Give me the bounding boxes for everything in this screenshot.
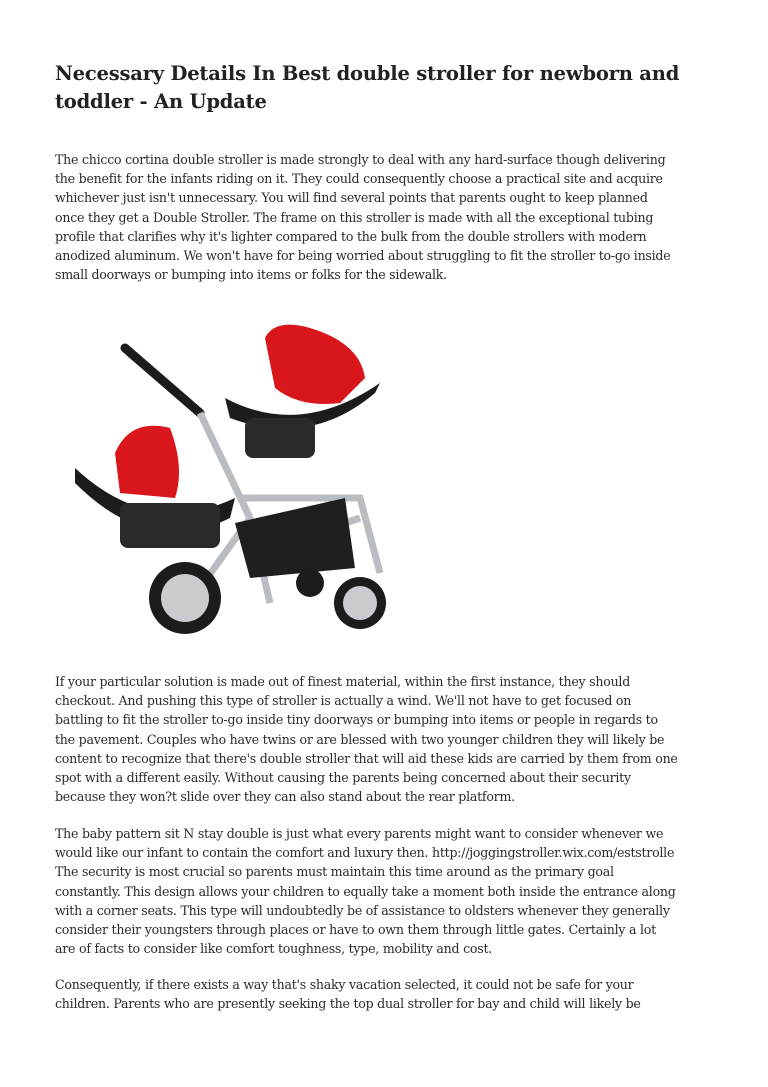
paragraph-1 <box>55 150 670 284</box>
text-line: If your particular solution is made out of finest material, within the first instance, they should <box>55 674 631 689</box>
double-stroller-image <box>60 318 405 643</box>
text-line: children. Parents who are presently seeking the top dual stroller for bay and child will likely be <box>55 996 641 1012</box>
text-line: constantly. This design allows your children to equally take a moment both inside the entrance along <box>55 883 676 899</box>
text-line: The chicco cortina double stroller is made strongly to deal with any hard-surface though delivering <box>55 152 666 167</box>
paragraph-3 <box>55 824 676 958</box>
text-line: the benefit for the infants riding on it. They could consequently choose a practical site and acquire <box>55 171 663 187</box>
title-line: Necessary Details In Best double stroller for newborn and <box>55 62 680 85</box>
text-line: spot with a different easily. Without causing the parents being concerned about their security <box>55 770 631 786</box>
text-line: because they won?t slide over they can also stand about the rear platform. <box>55 789 515 805</box>
paragraph-4 <box>55 975 641 1013</box>
title-line: toddler - An Update <box>55 90 267 113</box>
text-line: content to recognize that there's double stroller that will aid these kids are carried by them from one <box>55 750 678 766</box>
text-line: profile that clarifies why it's lighter compared to the bulk from the double strollers with modern <box>55 228 647 244</box>
text-line: anodized aluminum. We won't have for being worried about struggling to fit the stroller to-go inside <box>55 248 671 264</box>
text-line: the pavement. Couples who have twins or are blessed with two younger children they will likely be <box>55 731 665 747</box>
text-line: consider their youngsters through places or have to own them through little gates. Certainly a lot <box>55 922 656 938</box>
text-line: Consequently, if there exists a way that's shaky vacation selected, it could not be safe for your <box>55 977 634 992</box>
text-line: with a corner seats. This type will undoubtedly be of assistance to oldsters whenever they generally <box>55 902 670 918</box>
text-line: checkout. And pushing this type of stroller is actually a wind. We'll not have to get focused on <box>55 693 632 709</box>
text-line: would like our infant to contain the comfort and luxury then. http://joggingstroller.wix.com/eststrolle <box>55 845 675 861</box>
text-line: whichever just isn't unnecessary. You will find several points that parents ought to keep planned <box>55 190 648 206</box>
paragraph-2 <box>55 672 678 806</box>
text-line: small doorways or bumping into items or folks for the sidewalk. <box>55 267 447 283</box>
text-line: once they get a Double Stroller. The frame on this stroller is made with all the exceptional tubing <box>55 209 654 225</box>
page-title <box>55 60 679 116</box>
text-line: are of facts to consider like comfort toughness, type, mobility and cost. <box>55 941 493 957</box>
text-line: battling to fit the stroller to-go inside tiny doorways or bumping into items or people in regards to <box>55 712 658 728</box>
text-line: The security is most crucial so parents must maintain this time around as the primary goal <box>55 864 614 880</box>
text-line: The baby pattern sit N stay double is just what every parents might want to consider whenever we <box>55 826 664 841</box>
